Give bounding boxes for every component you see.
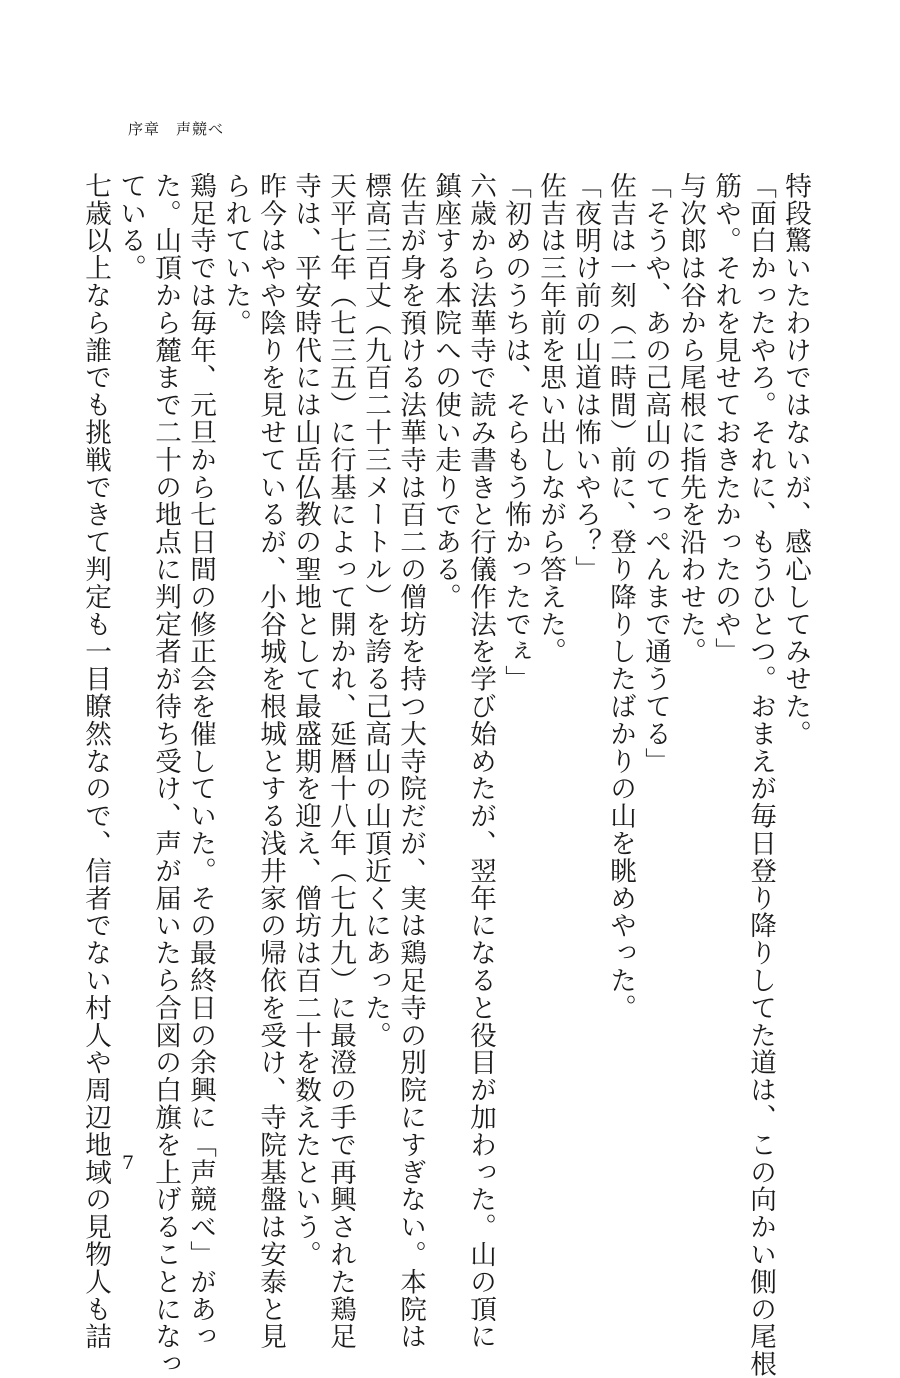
page-number: 7: [122, 1152, 135, 1174]
text-line: 特段驚いたわけではないが、感心してみせた。: [780, 172, 811, 748]
text-line: 「そうや、あの己高山のてっぺんまで通うてる」: [640, 172, 671, 775]
text-line: 標高三百丈（九百二十三メートル）を誇る己高山の山頂近くにあった。: [360, 172, 391, 1049]
text-line: られていた。: [220, 172, 251, 337]
text-line: 鎮座する本院への使い走りである。: [430, 172, 461, 611]
text-line: ている。: [115, 172, 146, 282]
text-line: 佐吉が身を預ける法華寺は百二の僧坊を持つ大寺院だが、実は鶏足寺の別院にすぎない。本院は: [395, 172, 426, 1351]
text-line: 昨今はやや陰りを見せているが、小谷城を根城とする浅井家の帰依を受け、寺院基盤は安泰と見: [255, 172, 286, 1351]
text-line: 寺は、平安時代には山岳仏教の聖地として最盛期を迎え、僧坊は百二十を数えたという。: [290, 172, 321, 1268]
text-line: 鶏足寺では毎年、元旦から七日間の修正会を催していた。その最終日の余興に「声競べ」があっ: [185, 172, 216, 1351]
text-line: 「夜明け前の山道は怖いやろ？」: [570, 172, 601, 583]
text-line: 天平七年（七三五）に行基によって開かれ、延暦十八年（七九九）に最澄の手で再興された鶏足: [325, 172, 356, 1351]
text-line: 七歳以上なら誰でも挑戦できて判定も一目瞭然なので、信者でない村人や周辺地域の見物人も詰: [80, 172, 111, 1351]
text-line: 筋や。それを見せておきたかったのや」: [710, 172, 741, 666]
text-line: 与次郎は谷から尾根に指先を沿わせた。: [675, 172, 706, 666]
running-head: 序章 声競べ: [128, 120, 225, 138]
text-line: た。山頂から麓まで二十の地点に判定者が待ち受け、声が届いたら合図の白旗を上げることになっ: [150, 172, 181, 1378]
body-text: [80, 172, 811, 1378]
text-line: 「初めのうちは、そらもう怖かったでぇ」: [500, 172, 531, 693]
text-line: 六歳から法華寺で読み書きと行儀作法を学び始めたが、翌年になると役目が加わった。山の頂に: [465, 172, 496, 1351]
text-line: 佐吉は一刻（二時間）前に、登り降りしたばかりの山を眺めやった。: [605, 172, 636, 1022]
text-line: 佐吉は三年前を思い出しながら答えた。: [535, 172, 566, 666]
text-line: 「面白かったやろ。それに、もうひとつ。おまえが毎日登り降りしてた道は、この向かい側の尾根: [745, 172, 776, 1378]
